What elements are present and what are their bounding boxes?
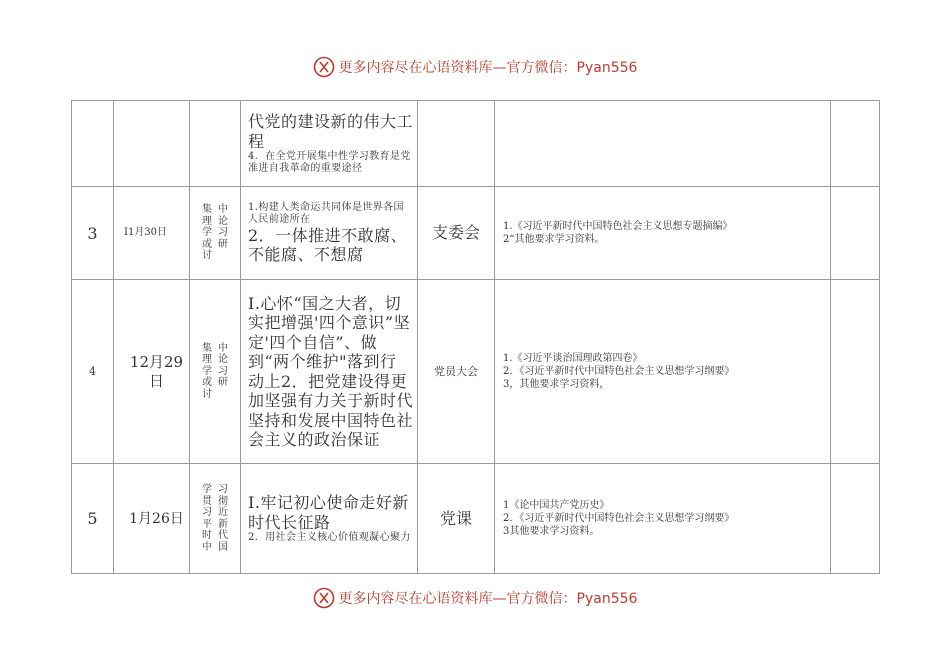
row-date: 12月29日 [114, 280, 190, 464]
watermark-text: 更多内容尽在心语资料库—官方微信：Pyan556 [338, 591, 638, 607]
form-char: 习 [202, 507, 212, 518]
form-char: 论 [218, 215, 228, 227]
form-column [202, 484, 212, 553]
form-char: 新 [218, 518, 228, 530]
row-organizer: 支委会 [418, 187, 495, 280]
form-char: 习 [218, 365, 228, 377]
row-date [114, 101, 190, 187]
row-organizer [418, 101, 495, 187]
form-char: 代 [218, 530, 228, 541]
row-form [190, 280, 241, 464]
row-materials [495, 101, 831, 187]
form-column [218, 204, 228, 262]
form-column [202, 343, 212, 401]
form-text [190, 343, 240, 401]
topic-item: 1.构建人类命运共同体是世界各国人民前途所在 [248, 201, 404, 225]
form-char: 或 [202, 377, 212, 389]
topic-item: 代党的建设新的伟大工程 [248, 112, 414, 151]
material-item: 3，其他要求学习资料， [503, 379, 610, 390]
watermark-bottom [0, 585, 950, 611]
row-topic [241, 464, 418, 574]
row-remarks [831, 101, 880, 187]
row-number: 3 [72, 187, 114, 280]
row-date: I1月30日 [114, 187, 190, 280]
material-item: 1.《习近平新时代中国特色社会主义思想专题摘编》 [503, 221, 733, 232]
row-date: 1月26日 [114, 464, 190, 574]
schedule-table [71, 100, 880, 574]
topic-item: 2．用社会主义核心价值观凝心聚力 [248, 532, 411, 543]
form-char: 彻 [218, 495, 228, 507]
form-char: 论 [218, 354, 228, 366]
form-column [218, 484, 228, 553]
form-text [190, 484, 240, 553]
material-item: 2“其他要求学习资料。 [503, 234, 605, 245]
form-char: 平 [202, 518, 212, 530]
topic-item: 2．一体推进不敢腐、不能腐、不想腐 [248, 225, 408, 264]
form-column [202, 204, 212, 262]
material-item: 2．《习近平新时代中国特色社会主义思想学习纲要》 [503, 366, 735, 377]
form-char: 理 [202, 215, 212, 227]
topic-item: I.牢记初心使命走好新时代长征路 [248, 493, 409, 532]
form-char: 习 [218, 227, 228, 239]
form-char: 近 [218, 507, 228, 518]
table-row [72, 464, 880, 574]
row-form [190, 187, 241, 280]
form-char: 中 [218, 342, 228, 354]
material-item: 3其他要求学习资料。 [503, 526, 600, 537]
form-char: 研 [218, 238, 228, 250]
table-row [72, 280, 880, 464]
form-char: 讨 [202, 250, 212, 262]
form-char: 中 [218, 204, 228, 216]
form-char: 学 [202, 365, 212, 377]
form-char: 或 [202, 238, 212, 250]
row-remarks [831, 464, 880, 574]
row-remarks [831, 280, 880, 464]
form-char: 学 [202, 484, 212, 495]
form-char: 理 [202, 354, 212, 366]
row-materials [495, 280, 831, 464]
row-topic [241, 187, 418, 280]
row-form [190, 101, 241, 187]
row-materials [495, 464, 831, 574]
row-remarks [831, 187, 880, 280]
watermark-text: 更多内容尽在心语资料库—官方微信：Pyan556 [338, 60, 638, 76]
row-form [190, 464, 241, 574]
table-row [72, 187, 880, 280]
row-number: 4 [72, 280, 114, 464]
form-char: 国 [218, 541, 228, 553]
watermark-top [0, 54, 950, 80]
topic-item: 4．在全党开展集中性学习教育是党准进自我革命的重要途径 [248, 151, 411, 174]
watermark-logo-icon [313, 56, 335, 78]
material-item: 1.《习近平谈治国理政第四卷》 [503, 353, 643, 364]
form-char: 学 [202, 227, 212, 239]
form-char: 集 [202, 342, 212, 354]
form-char: 中 [202, 541, 212, 553]
form-text [190, 204, 240, 262]
row-topic [241, 101, 418, 187]
row-materials [495, 187, 831, 280]
material-item: 2．《习近平新时代中国特色社会主义思想学习纲要》 [503, 513, 735, 524]
row-number: 5 [72, 464, 114, 574]
topic-item: I.心怀“国之大者，切实把增强'四个意识”坚定'四个自信”、做到“两个维护"落到行动上2．把党建设得更加坚强有力关于新时代坚持和发展中国特色社会主义的政治保证 [248, 293, 414, 449]
table-row [72, 101, 880, 187]
material-item: 1《论中国共产党历史》 [503, 500, 610, 511]
form-column [218, 343, 228, 401]
row-topic [241, 280, 418, 464]
form-char: 集 [202, 204, 212, 216]
form-char: 研 [218, 377, 228, 389]
form-char: 习 [218, 484, 228, 495]
row-organizer: 党员大会 [418, 280, 495, 464]
form-char: 时 [202, 530, 212, 541]
form-char: 贯 [202, 495, 212, 507]
form-char: 讨 [202, 388, 212, 400]
row-organizer: 党课 [418, 464, 495, 574]
watermark-logo-icon [313, 587, 335, 609]
row-number [72, 101, 114, 187]
